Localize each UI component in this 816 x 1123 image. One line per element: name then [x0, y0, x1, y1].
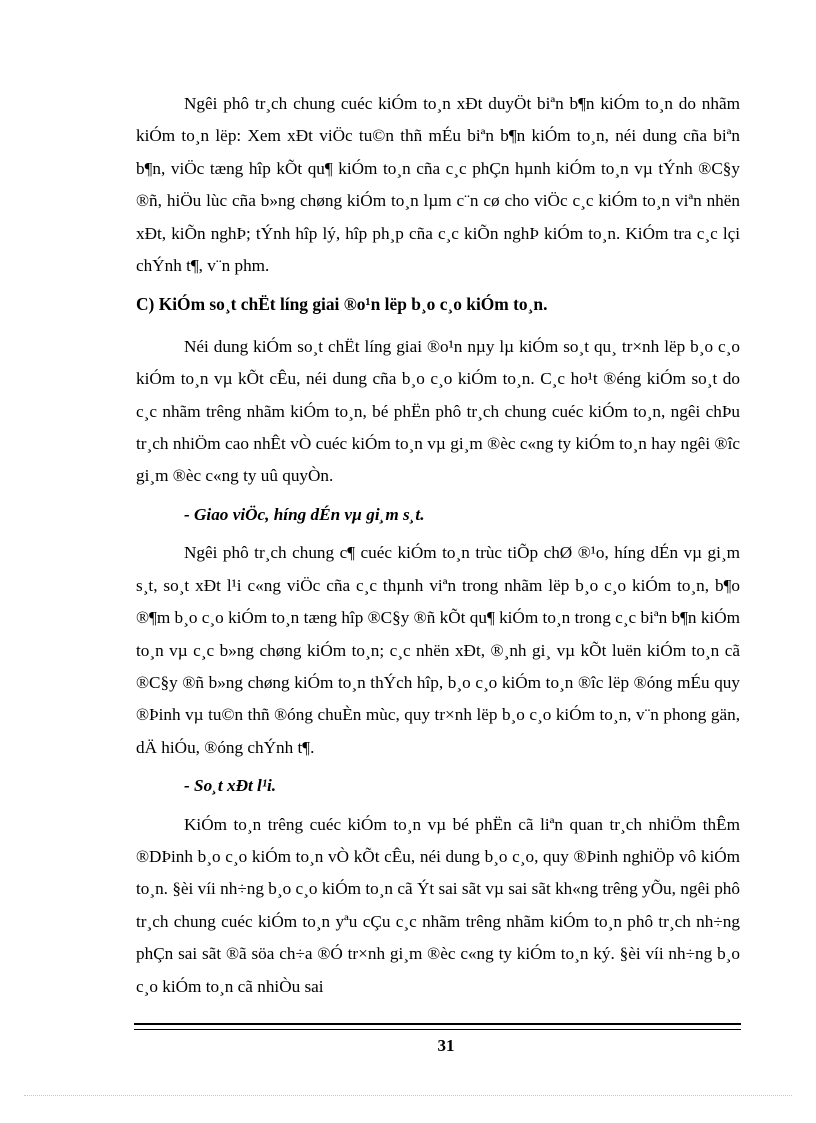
paragraph: KiÓm to¸n trêng cuéc kiÓm to¸n vµ bé phËn cã liªn quan tr¸ch nhiÖm thÊm ®DÞinh b¸o c¸o kiÓm to¸n vÒ kÕt cÊu, néi dung b¸o c¸o, quy ®Þinh nghiÖp vô kiÓm to¸n. §èi víi nh÷ng b¸o c¸o kiÓm to¸n cã Ýt sai sãt vµ sai sãt kh«ng trêng yÕu, ngêi phô tr¸ch chung cuéc kiÓm to¸n yªu cÇu c¸c nhãm trêng nhãm kiÓm to¸n phô tr¸ch nh÷ng phÇn sai sãt ®ã söa ch÷a ®Ó tr×nh gi¸m ®èc c«ng ty kiÓm to¸n ký. §èi víi nh÷ng b¸o c¸o kiÓm to¸n cã nhiÒu sai: [136, 814, 740, 996]
footer-rule-thick: [134, 1023, 741, 1025]
subsection-heading: - Giao viÖc, híng dÉn vµ gi¸m s¸t.: [184, 504, 425, 524]
body-text: [136, 88, 740, 1003]
paragraph: Néi dung kiÓm so¸t chËt líng giai ®o¹n nµy lµ kiÓm so¸t qu¸ tr×nh lëp b¸o c¸o kiÓm to¸n vµ kÕt cÊu, néi dung cña b¸o c¸o kiÓm to¸n. C¸c ho¹t ®éng kiÓm so¸t do c¸c nhãm trêng nhãm kiÓm to¸n, bé phËn phô tr¸ch chung cuéc kiÓm to¸n, ngêi chÞu tr¸ch nhiÖm cao nhÊt vÒ cuéc kiÓm to¸n vµ gi¸m ®èc c«ng ty kiÓm to¸n hay ngêi ®îc gi¸m ®èc c«ng ty uû quyÒn.: [136, 336, 740, 486]
paragraph: Ngêi phô tr¸ch chung c¶ cuéc kiÓm to¸n trùc tiÕp chØ ®¹o, híng dÉn vµ gi¸m s¸t, so¸t xÐt l¹i c«ng viÖc cña c¸c thµnh viªn trong nhãm lëp b¸o c¸o kiÓm to¸n, b¶o ®¶m b¸o c¸o kiÓm to¸n tæng hîp ®C§y ®ñ kÕt qu¶ kiÓm to¸n trong c¸c biªn b¶n kiÓm to¸n vµ c¸c b»ng chøng kiÓm to¸n; c¸c nhën xÐt, ®¸nh gi¸ vµ kÕt luën kiÓm to¸n cã ®C§y ®ñ b»ng chøng kiÓm to¸n thÝch hîp, b¸o c¸o kiÓm to¸n ®îc lëp ®óng mÉu quy ®Þinh vµ tu©n thñ ®óng chuÈn mùc, quy tr×nh lëp b¸o c¸o kiÓm to¸n, v¨n phong gän, dÄ hiÓu, ®óng chÝnh t¶.: [136, 543, 740, 757]
page-number: 31: [437, 1036, 455, 1055]
page-edge-divider: [24, 1095, 792, 1096]
section-heading: C) KiÓm so¸t chËt líng giai ®o¹n lëp b¸o c¸o kiÓm to¸n.: [136, 294, 548, 315]
footer-rule-thin: [134, 1029, 741, 1030]
paragraph: Ngêi phô tr¸ch chung cuéc kiÓm to¸n xÐt duyÖt biªn b¶n kiÓm to¸n do nhãm kiÓm to¸n lëp: Xem xÐt viÖc tu©n thñ mÉu biªn b¶n kiÓm to¸n, néi dung cña biªn b¶n, viÖc tæng hîp kÕt qu¶ kiÓm to¸n cña c¸c phÇn hµnh kiÓm to¸n vµ tÝnh ®C§y ®ñ, hiÖu lùc cña b»ng chøng kiÓm to¸n lµm c¨n cø cho viÖc c¸c kiÓm to¸n viªn nhën xÐt, kiÕn nghÞ; tÝnh hîp lý, hîp ph¸p cña c¸c kiÕn nghÞ kiÓm to¸n. KiÓm tra c¸c lçi chÝnh t¶, v¨n phm.: [136, 94, 740, 276]
subsection-heading: - So¸t xÐt l¹i.: [184, 776, 277, 796]
